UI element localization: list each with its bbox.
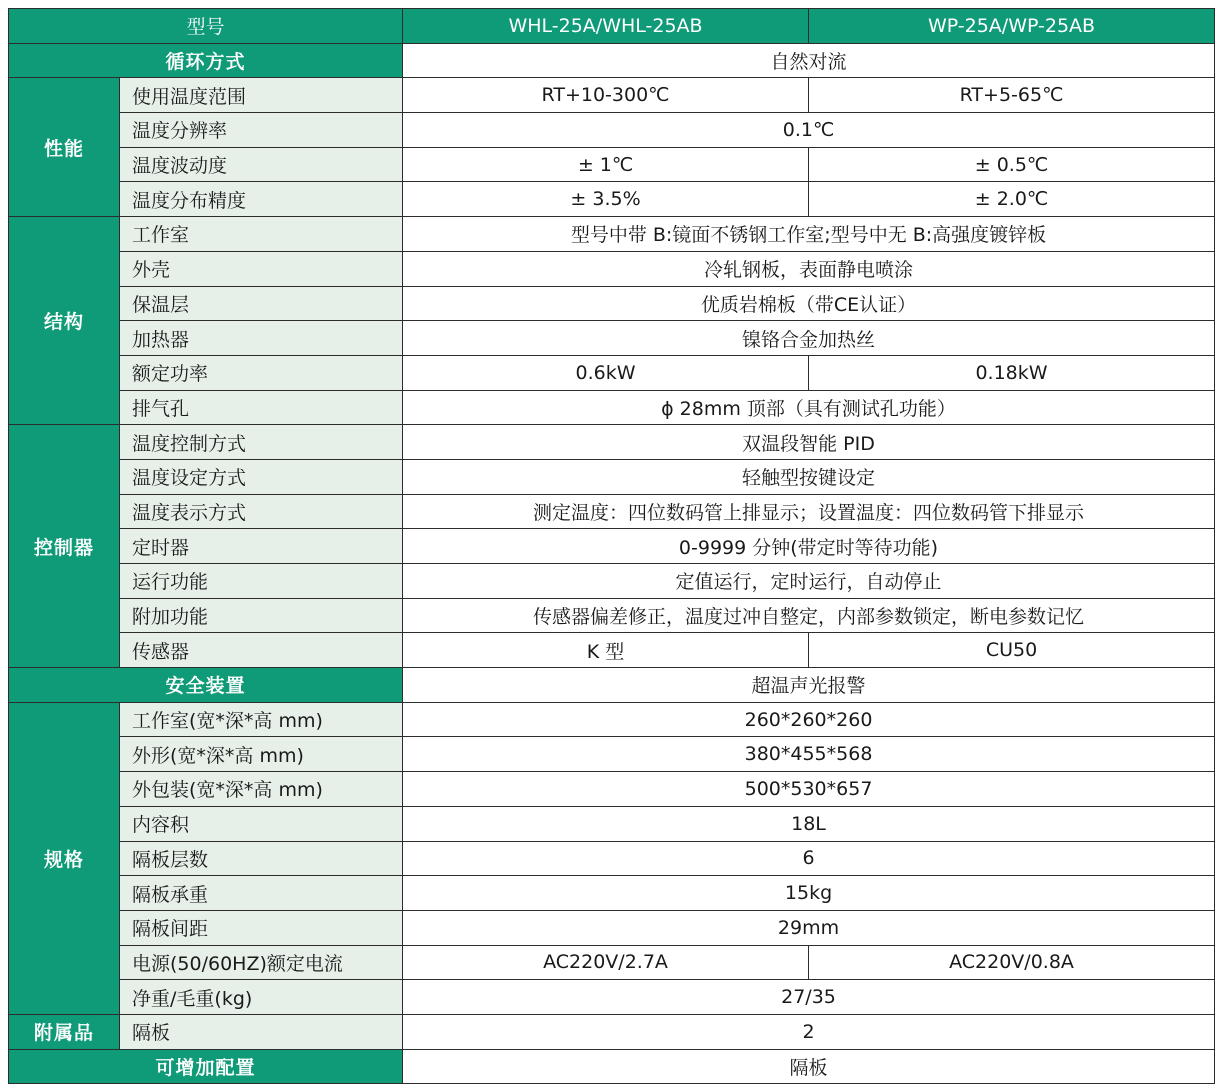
- row-label: 净重/毛重(kg): [120, 980, 403, 1015]
- row-value-2: RT+5-65℃: [809, 78, 1215, 113]
- row-value-1: ± 3.5%: [403, 182, 809, 217]
- row-label: 外形(宽*深*高 mm): [120, 737, 403, 772]
- row-label: 工作室(宽*深*高 mm): [120, 702, 403, 737]
- row-label: 保温层: [120, 286, 403, 321]
- table-row: [9, 876, 1215, 911]
- table-row: [9, 529, 1215, 564]
- row-value: 定值运行，定时运行，自动停止: [403, 564, 1215, 599]
- row-label: 工作室: [120, 217, 403, 252]
- row-label: 加热器: [120, 321, 403, 356]
- row-value: 优质岩棉板（带CE认证）: [403, 286, 1215, 321]
- row-label: 传感器: [120, 633, 403, 668]
- table-row: [9, 390, 1215, 425]
- table-row: [9, 78, 1215, 113]
- row-value: 6: [403, 841, 1215, 876]
- row-value-1: ± 1℃: [403, 147, 809, 182]
- row-value: 传感器偏差修正，温度过冲自整定，内部参数锁定，断电参数记忆: [403, 598, 1215, 633]
- row-value-2: ± 0.5℃: [809, 147, 1215, 182]
- row-value-2: 0.18kW: [809, 355, 1215, 390]
- row-value-1: 0.6kW: [403, 355, 809, 390]
- row-label: 隔板承重: [120, 876, 403, 911]
- row-value: 27/35: [403, 980, 1215, 1015]
- table-row: [9, 980, 1215, 1015]
- row-label: 内容积: [120, 806, 403, 841]
- model-header-2: WP-25A/WP-25AB: [809, 9, 1215, 44]
- table-row: [9, 598, 1215, 633]
- circulation-label: 循环方式: [9, 43, 403, 78]
- row-value: 镍铬合金加热丝: [403, 321, 1215, 356]
- row-value-1: RT+10-300℃: [403, 78, 809, 113]
- row-value: 0-9999 分钟(带定时等待功能): [403, 529, 1215, 564]
- table-row: [9, 668, 1215, 703]
- table-row: [9, 147, 1215, 182]
- row-label: 电源(50/60HZ)额定电流: [120, 945, 403, 980]
- row-value-2: ± 2.0℃: [809, 182, 1215, 217]
- row-value: 260*260*260: [403, 702, 1215, 737]
- row-value: 18L: [403, 806, 1215, 841]
- table-row: [9, 286, 1215, 321]
- table-row: [9, 425, 1215, 460]
- group-controller: 控制器: [9, 425, 120, 668]
- row-value: ϕ 28mm 顶部（具有测试孔功能）: [403, 390, 1215, 425]
- row-label: 隔板层数: [120, 841, 403, 876]
- safety-label: 安全装置: [9, 668, 403, 703]
- table-row: [9, 633, 1215, 668]
- row-label: 温度波动度: [120, 147, 403, 182]
- table-row: [9, 564, 1215, 599]
- row-label: 运行功能: [120, 564, 403, 599]
- model-header-1: WHL-25A/WHL-25AB: [403, 9, 809, 44]
- row-label: 温度控制方式: [120, 425, 403, 460]
- group-specs: 规格: [9, 702, 120, 1014]
- table-row: [9, 217, 1215, 252]
- row-value: 29mm: [403, 910, 1215, 945]
- table-row: [9, 1014, 1215, 1049]
- table-row: [9, 43, 1215, 78]
- table-row: [9, 737, 1215, 772]
- row-value: 0.1℃: [403, 113, 1215, 148]
- row-value: 15kg: [403, 876, 1215, 911]
- table-row: [9, 355, 1215, 390]
- table-row: [9, 945, 1215, 980]
- row-label: 温度分辨率: [120, 113, 403, 148]
- row-value-1: AC220V/2.7A: [403, 945, 809, 980]
- row-label: 外包装(宽*深*高 mm): [120, 772, 403, 807]
- row-value: 双温段智能 PID: [403, 425, 1215, 460]
- table-row: [9, 494, 1215, 529]
- row-value: 2: [403, 1014, 1215, 1049]
- row-value: 轻触型按键设定: [403, 459, 1215, 494]
- row-label: 附加功能: [120, 598, 403, 633]
- row-label: 排气孔: [120, 390, 403, 425]
- row-value: 380*455*568: [403, 737, 1215, 772]
- table-row: [9, 459, 1215, 494]
- group-performance: 性能: [9, 78, 120, 217]
- row-label: 隔板间距: [120, 910, 403, 945]
- circulation-value: 自然对流: [403, 43, 1215, 78]
- model-header-label: 型号: [9, 9, 403, 44]
- table-row: [9, 1049, 1215, 1084]
- table-row: [9, 841, 1215, 876]
- row-label: 温度设定方式: [120, 459, 403, 494]
- row-label: 使用温度范围: [120, 78, 403, 113]
- row-label: 温度分布精度: [120, 182, 403, 217]
- row-value: 冷轧钢板，表面静电喷涂: [403, 251, 1215, 286]
- options-value: 隔板: [403, 1049, 1215, 1084]
- table-row: [9, 702, 1215, 737]
- table-row: [9, 113, 1215, 148]
- group-structure: 结构: [9, 217, 120, 425]
- table-row: [9, 182, 1215, 217]
- table-row: [9, 806, 1215, 841]
- row-value-2: AC220V/0.8A: [809, 945, 1215, 980]
- group-accessories: 附属品: [9, 1014, 120, 1049]
- row-value: 500*530*657: [403, 772, 1215, 807]
- header-row: [9, 9, 1215, 44]
- safety-value: 超温声光报警: [403, 668, 1215, 703]
- row-label: 外壳: [120, 251, 403, 286]
- table-row: [9, 772, 1215, 807]
- options-label: 可增加配置: [9, 1049, 403, 1084]
- row-label: 定时器: [120, 529, 403, 564]
- table-row: [9, 321, 1215, 356]
- table-row: [9, 251, 1215, 286]
- row-label: 隔板: [120, 1014, 403, 1049]
- row-value-2: CU50: [809, 633, 1215, 668]
- row-value: 型号中带 B:镜面不锈钢工作室;型号中无 B:高强度镀锌板: [403, 217, 1215, 252]
- row-value-1: K 型: [403, 633, 809, 668]
- table-row: [9, 910, 1215, 945]
- row-label: 额定功率: [120, 355, 403, 390]
- spec-table: [8, 8, 1215, 1084]
- row-label: 温度表示方式: [120, 494, 403, 529]
- row-value: 测定温度：四位数码管上排显示；设置温度：四位数码管下排显示: [403, 494, 1215, 529]
